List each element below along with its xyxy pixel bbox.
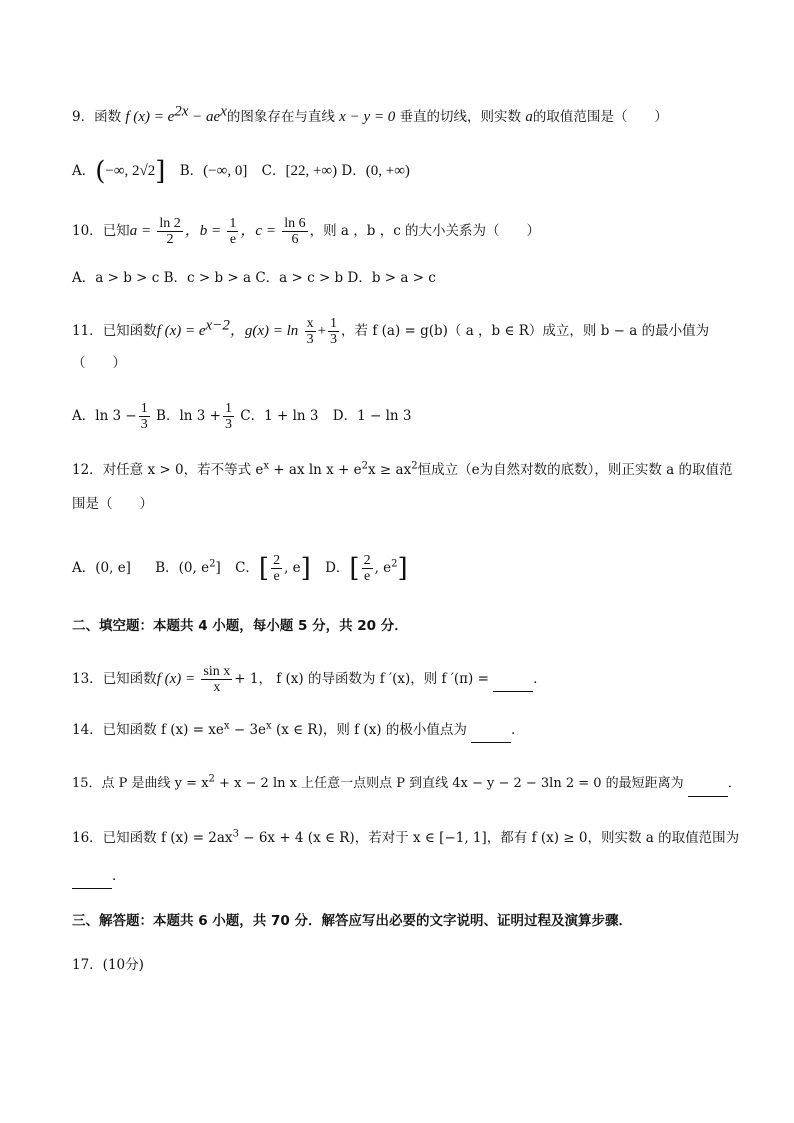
question-13: 13．已知函数f (x) = $\frac{\text{sin x}}{x}$ + 1， f (x) 的导函数为 f ′(x)，则 f ′(π) = ． xyxy=(72,664,547,695)
question-16-line2: ． xyxy=(72,866,126,889)
question-12-line2: 围是（ ） xyxy=(72,496,153,512)
question-10-options: A．a > b > c B．c > b > a C．a > c > b D．b > a > c xyxy=(72,270,436,286)
question-12: 12．对任意 x > 0，若不等式 $e^x$ + ax $\ln x + e^2x \ge ax^2$恒成立（e为自然对数的底数），则正实数 a 的取值范 xyxy=(72,460,733,478)
answer-blank[interactable] xyxy=(688,776,728,797)
question-11-options: A．ln 3 − $\frac{1}{3}$ B．ln 3 + $\frac{1}{3}$ C．1 + ln 3 D．1 − ln 3 xyxy=(72,401,412,432)
question-12-options: A．(0, e] B．(0, $e^2$] C．[ $\frac{2}{e}$ , e] D．[ $\frac{2}{e}$ , $e^2$] xyxy=(72,553,408,584)
question-16: 16．已知函数 f $(x) = 2ax^3 - 6x + 4$ (x ∈ R)，若对于 x ∈ [−1, 1]，都有 f (x) ≥ 0，则实数 a 的取值范围为 xyxy=(72,828,740,846)
section-heading-solutions: 三、解答题：本题共 6 小题，共 70 分．解答应写出必要的文字说明、证明过程及演算步骤． xyxy=(72,913,632,929)
question-9-options: A．(−∞, 2√2] B．(−∞, 0] C．[22, +∞) D．(0, +∞) xyxy=(72,156,410,187)
answer-blank[interactable] xyxy=(72,868,112,889)
question-14: 14．已知函数 f $(x) = xe^x - 3e^x$ (x ∈ R)，则 f (x) 的极小值点为 ． xyxy=(72,720,525,743)
section-heading-fill-in: 二、填空题：本题共 4 小题，每小题 5 分，共 20 分． xyxy=(72,618,408,634)
fraction: $\frac{1}{3}$ xyxy=(330,316,338,347)
fraction: $\frac{1}{e}$ xyxy=(229,216,237,247)
question-9: 9．函数 f $(x) = e^{2x} - ae^x$的图象存在与直线 x − y = 0 垂直的切线，则实数 a的取值范围是（ ） xyxy=(72,103,668,125)
question-number: 9． xyxy=(72,109,95,125)
fraction: $\frac{1}{3}$ xyxy=(224,401,232,432)
question-17: 17．(10分) xyxy=(72,957,144,973)
fraction: $\frac{2}{e}$ xyxy=(363,553,371,584)
fraction: $\frac{\text{sin x}}{x}$ xyxy=(203,664,231,695)
answer-blank[interactable] xyxy=(493,671,533,692)
question-15: 15．点 P 是曲线 $y = x^2 + x - 2$ ln x 上任意一点则点 P 到直线 4x − y − 2 − 3ln 2 = 0 的最短距离为 ． xyxy=(72,774,741,797)
answer-blank[interactable] xyxy=(471,722,511,743)
fraction: $\frac{\ln 2}{2}$ xyxy=(159,216,181,247)
fraction: $\frac{1}{3}$ xyxy=(140,401,148,432)
fraction: $\frac{x}{3}$ xyxy=(306,316,314,347)
fraction: $\frac{2}{e}$ xyxy=(273,553,281,584)
question-11-paren: （ ） xyxy=(72,355,126,371)
question-10: 10．已知a = $\frac{\ln 2}{2}$ ，b = $\frac{1}{e}$ ，c = $\frac{\ln 6}{6}$ ，则 a ，b ，c 的大小关系为（ ） xyxy=(72,216,541,247)
fraction: $\frac{\ln 6}{6}$ xyxy=(284,216,306,247)
question-11: 11．已知函数f $(x) = e^{x-2}$，g(x) = ln $\frac{x}{3}$ + $\frac{1}{3}$ ，若 f (a) = g(b)（ a ，b ∈ R）成立，则 b − a 的最小值为 xyxy=(72,316,710,347)
